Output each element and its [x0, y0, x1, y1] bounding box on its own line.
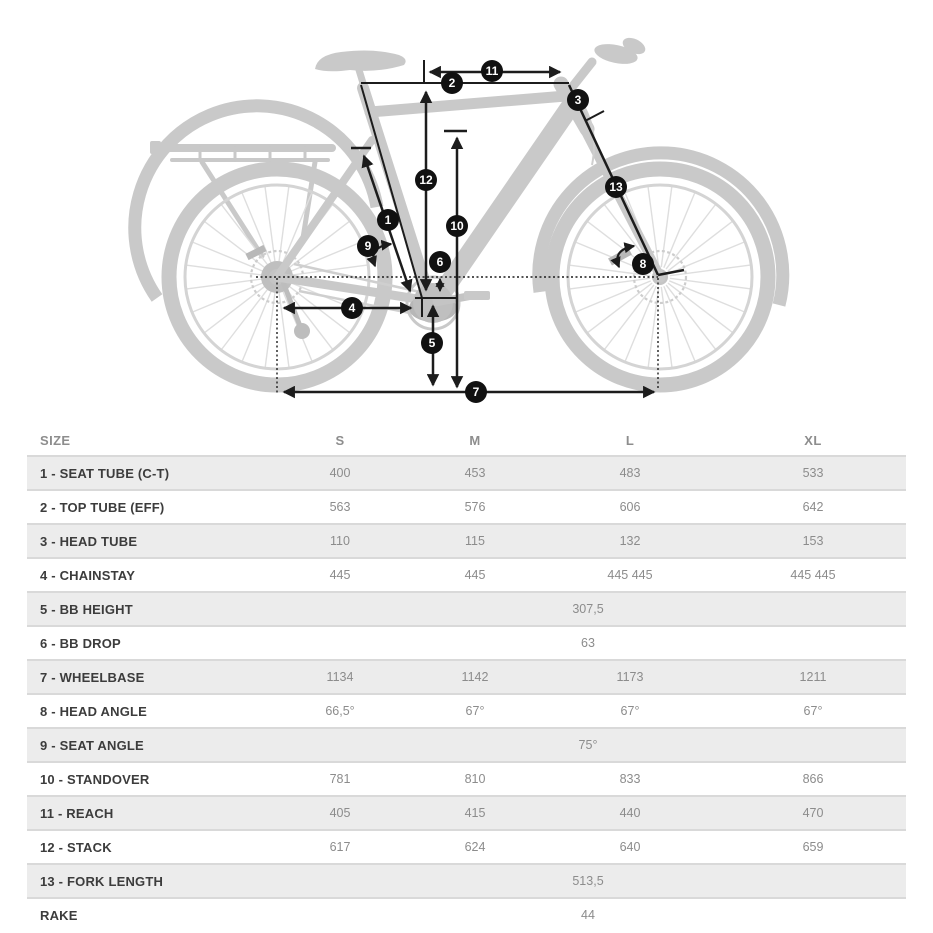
- callout-3: [567, 89, 589, 111]
- geometry-row: [27, 796, 906, 830]
- cell-value: 659: [802, 840, 824, 854]
- cell-value: 576: [464, 500, 486, 514]
- svg-text:1: 1: [384, 213, 392, 228]
- svg-text:10: 10: [450, 219, 464, 234]
- geometry-row: [27, 456, 906, 490]
- cell-value: 115: [465, 534, 485, 548]
- cell-value: 440: [619, 806, 641, 820]
- callout-7: [465, 381, 487, 403]
- cell-value: 1134: [326, 670, 354, 684]
- callout-2: [441, 72, 463, 94]
- row-label: 13 - FORK LENGTH: [40, 873, 164, 889]
- cell-value: 810: [464, 772, 486, 786]
- cell-value: 470: [802, 806, 824, 820]
- callout-6: [429, 251, 451, 273]
- svg-text:7: 7: [472, 385, 480, 400]
- geometry-row: [27, 626, 906, 660]
- row-label: 1 - SEAT TUBE (C-T): [40, 465, 170, 481]
- measurement-annotations: [256, 60, 684, 393]
- row-label: 10 - STANDOVER: [40, 771, 150, 787]
- cell-merged-value: 513,5: [572, 874, 604, 888]
- cell-value: 640: [619, 840, 641, 854]
- cell-value: 1211: [799, 670, 827, 684]
- row-label: RAKE: [40, 907, 78, 923]
- cell-value: 67°: [803, 704, 823, 718]
- callout-13: [605, 176, 627, 198]
- cell-value: 833: [619, 772, 641, 786]
- cell-value: 445: [329, 568, 351, 582]
- svg-text:3: 3: [574, 93, 582, 108]
- col-header-size: SIZE: [40, 433, 71, 448]
- cell-value: 445 445: [607, 568, 653, 582]
- cell-value: 400: [329, 466, 351, 480]
- callout-9: [357, 235, 379, 257]
- cell-value: 415: [464, 806, 486, 820]
- row-label: 8 - HEAD ANGLE: [40, 703, 148, 719]
- cell-value: 132: [619, 534, 641, 548]
- callout-12: [415, 169, 437, 191]
- geometry-row: [27, 728, 906, 762]
- callout-10: [446, 215, 468, 237]
- col-header-m: M: [469, 433, 481, 448]
- cell-value: 153: [802, 534, 824, 548]
- cell-value: 642: [802, 500, 824, 514]
- cell-value: 445: [464, 568, 486, 582]
- cell-value: 781: [329, 772, 351, 786]
- saddle: [315, 51, 406, 72]
- geometry-row: [27, 524, 906, 558]
- row-label: 4 - CHAINSTAY: [40, 567, 136, 583]
- row-label: 7 - WHEELBASE: [40, 669, 145, 685]
- cell-value: 66,5°: [325, 704, 355, 718]
- cell-merged-value: 307,5: [572, 602, 604, 616]
- row-label: 2 - TOP TUBE (EFF): [40, 499, 165, 515]
- geometry-row: [27, 660, 906, 694]
- callout-11: [481, 60, 503, 82]
- svg-text:9: 9: [364, 239, 372, 254]
- cell-value: 606: [619, 500, 641, 514]
- cell-value: 67°: [620, 704, 640, 718]
- svg-text:6: 6: [436, 255, 444, 270]
- cell-value: 624: [464, 840, 486, 854]
- geometry-table: [27, 426, 906, 931]
- svg-text:4: 4: [348, 301, 356, 316]
- callout-8: [632, 253, 654, 275]
- cell-value: 866: [802, 772, 824, 786]
- derailleur-pulley: [294, 323, 310, 339]
- geometry-table-grid: [27, 426, 906, 931]
- svg-text:12: 12: [419, 173, 433, 188]
- geometry-row: [27, 762, 906, 796]
- cell-value: 405: [329, 806, 351, 820]
- geometry-row: [27, 592, 906, 626]
- row-label: 12 - STACK: [40, 839, 112, 855]
- svg-text:2: 2: [448, 76, 456, 91]
- table-header-row: [27, 426, 906, 456]
- cell-value: 67°: [465, 704, 485, 718]
- row-label: 5 - BB HEIGHT: [40, 601, 133, 617]
- cell-value: 1142: [461, 670, 489, 684]
- cell-value: 563: [329, 500, 351, 514]
- row-label: 11 - REACH: [40, 805, 114, 821]
- cell-value: 110: [330, 534, 350, 548]
- svg-text:11: 11: [485, 64, 499, 79]
- top-tube: [370, 96, 566, 112]
- col-header-xl: XL: [804, 433, 822, 448]
- cell-value: 445 445: [790, 568, 836, 582]
- row-label: 9 - SEAT ANGLE: [40, 737, 144, 753]
- geometry-row: [27, 490, 906, 524]
- cell-value: 533: [802, 466, 824, 480]
- bike-diagram-svg: [0, 0, 933, 424]
- svg-text:8: 8: [639, 257, 647, 272]
- row-label: 3 - HEAD TUBE: [40, 533, 138, 549]
- col-header-s: S: [335, 433, 345, 448]
- geometry-row: [27, 694, 906, 728]
- callout-4: [341, 297, 363, 319]
- cell-merged-value: 63: [581, 636, 595, 650]
- cell-value: 1173: [616, 670, 644, 684]
- col-header-l: L: [625, 433, 635, 448]
- cell-merged-value: 75°: [578, 738, 598, 752]
- cell-value: 453: [464, 466, 486, 480]
- cell-value: 483: [619, 466, 641, 480]
- bike-geometry-diagram: [0, 0, 933, 424]
- row-label: 6 - BB DROP: [40, 635, 121, 651]
- cell-merged-value: 44: [581, 908, 595, 922]
- svg-text:5: 5: [428, 336, 436, 351]
- pedal: [464, 291, 490, 300]
- geometry-row: [27, 864, 906, 898]
- cell-value: 617: [329, 840, 351, 854]
- callout-1: [377, 209, 399, 231]
- svg-text:13: 13: [609, 180, 623, 195]
- geometry-row: [27, 830, 906, 864]
- callout-5: [421, 332, 443, 354]
- geometry-row: [27, 558, 906, 592]
- geometry-row: [27, 898, 906, 931]
